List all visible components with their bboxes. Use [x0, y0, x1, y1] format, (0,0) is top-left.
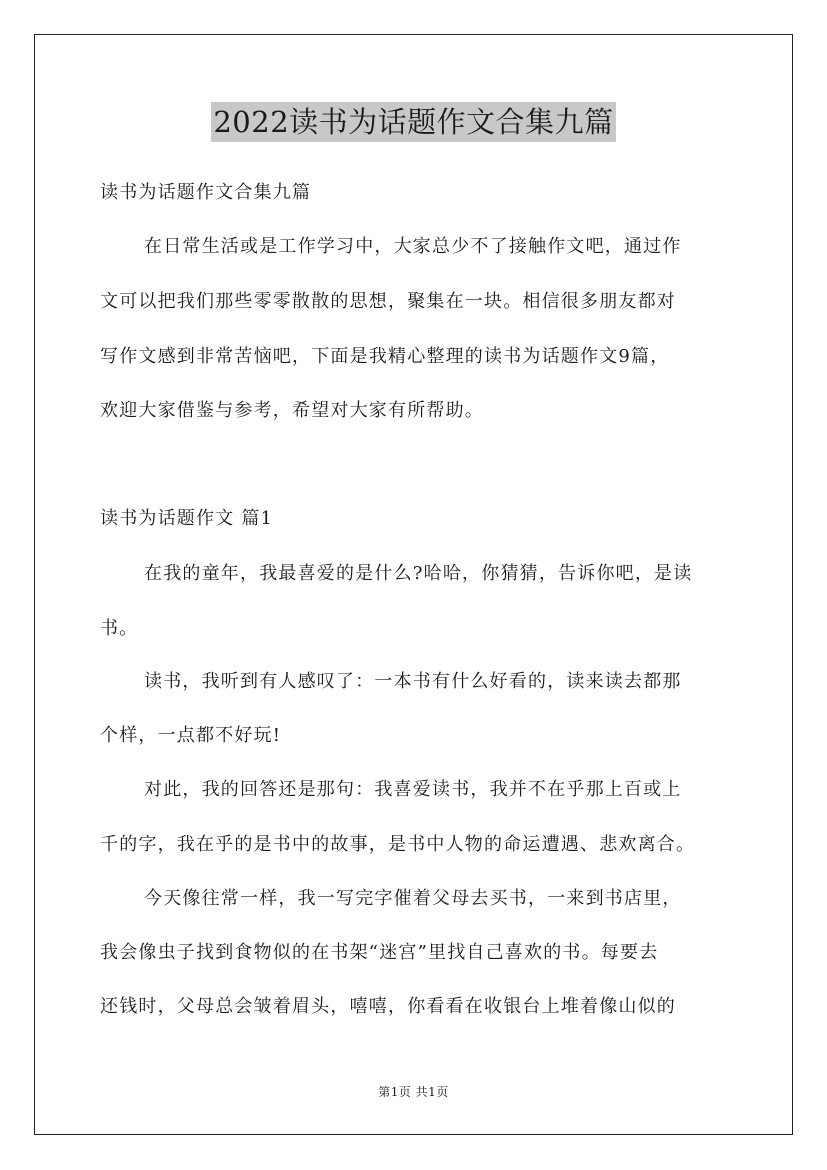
- paragraph-line: 还钱时，父母总会皱着眉头，嘻嘻，你看看在收银台上堆着像山似的: [100, 996, 676, 1017]
- title-container: [0, 102, 827, 142]
- paragraph-line: 在日常生活或是工作学习中，大家总少不了接触作文吧，通过作: [144, 236, 682, 257]
- paragraph-line: 今天像往常一样，我一写完字催着父母去买书，一来到书店里，: [144, 888, 682, 909]
- paragraph-line: 在我的童年，我最喜爱的是什么?哈哈，你猜猜，告诉你吧，是读: [144, 563, 693, 584]
- paragraph-line: 欢迎大家借鉴与参考，希望对大家有所帮助。: [100, 400, 484, 421]
- paragraph-line: 文可以把我们那些零零散散的思想，聚集在一块。相信很多朋友都对: [100, 291, 676, 312]
- paragraph-line: 写作文感到非常苦恼吧，下面是我精心整理的读书为话题作文9篇，: [100, 346, 670, 367]
- paragraph-line: 个样，一点都不好玩!: [100, 725, 282, 746]
- document-title: 2022读书为话题作文合集九篇: [211, 102, 615, 142]
- page-footer: 第1页 共1页: [378, 1085, 449, 1099]
- essay-heading: 读书为话题作文 篇1: [100, 508, 274, 529]
- paragraph-line: 书。: [100, 618, 139, 639]
- paragraph-line: 读书，我听到有人感叹了：一本书有什么好看的，读来读去都那: [144, 671, 682, 692]
- paragraph-line: 对此，我的回答还是那句：我喜爱读书，我并不在乎那上百或上: [144, 779, 682, 800]
- paragraph-line: 我会像虫子找到食物似的在书架“迷宫”里找自己喜欢的书。每要去: [100, 942, 659, 963]
- section-heading: 读书为话题作文合集九篇: [100, 182, 312, 203]
- paragraph-line: 千的字，我在乎的是书中的故事，是书中人物的命运遭遇、悲欢离合。: [100, 834, 696, 855]
